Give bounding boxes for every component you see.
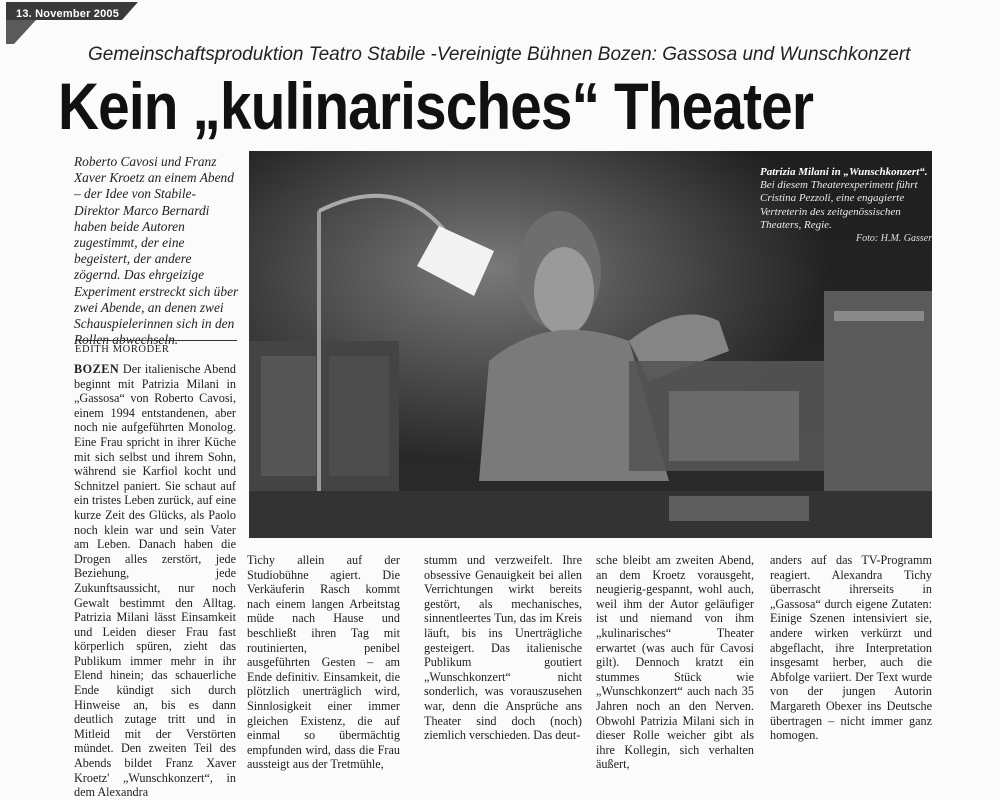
author-byline: EDITH MORODER bbox=[75, 340, 237, 355]
body-column-5: anders auf das TV-Programm reagiert. Alexandra Tichy überrascht ihrerseits in „Gassosa“ durch eigene Zutaten: Einige Szenen intensiviert sie, andere wirken verkürzt und abgeflacht, ihre Interpretation insgesamt herber, auch die Abfolge variiert. Der Text wurde von der jungen Autorin Margareth Obexer ins Deutsche übertragen – nicht immer ganz homogen. bbox=[770, 553, 932, 743]
body-column-4: sche bleibt am zweiten Abend, an dem Kroetz vorausgeht, neugierig-gespannt, wohl auch, weil ihm der Autor geläufiger ist und niemand von ihm „kulinarisches“ Theater erwartet (was auch für Cavosi gilt). Dennoch kratzt ein stummes Stück wie „Wunschkonzert“ auch nach 35 Jahren noch an den Nerven. Obwohl Patrizia Milani sich in dieser Rolle weicher gibt als ihre Kollegin, sich verhalten äußert, bbox=[596, 553, 754, 772]
issue-date: 13. November 2005 bbox=[16, 8, 120, 20]
intro-lead: Roberto Cavosi und Franz Xaver Kroetz an einem Abend – der Idee von Stabile-Direktor Marco Bernardi haben beide Autoren zugestimmt, der eine begeistert, der andere zögernd. Das ehrgeizige Experiment erstreckt sich über zwei Abende, an denen zwei Schauspielerinnen sich in den Rollen abwechseln. bbox=[74, 154, 239, 348]
photo-caption bbox=[760, 166, 928, 232]
body-column-1-text: Der italienische Abend beginnt mit Patrizia Milani in „Gassosa“ von Roberto Cavosi, einem 1994 entstandenen, aber noch nie aufgeführten Monolog. Eine Frau spricht in ihrer Küche mit sich selbst und ihrem Sohn, während sie Karfiol kocht und Schnitzel paniert. Sie schaut auf ein tristes Leben zurück, auf eine kurze Zeit des Glücks, als Paolo noch klein war und sein Vater am Leben. Danach haben die Drogen alles zerstört, jede Beziehung, jede Zukunftsaussicht, nur noch Gewalt bestimmt den Alltag. Patrizia Milani lässt Einsamkeit und Leiden dieser Frau fast körperlich spüren, zieht das Publikum immer mehr in ihr Elend hinein; das schauerliche Ende kündigt sich durch Hinweise an, bis es dann deutlich zutage tritt und in Mitleid mit der Verstörten mündet. Den zweiten Teil des Abends bildet Franz Xaver Kroetz' „Wunschkonzert“, in dem Alexandra bbox=[74, 362, 236, 800]
caption-text: Bei diesem Theaterexperiment führt Cristina Pezzoli, eine engagierte Vertreterin des zeitgenössischen Theaters, Regie. bbox=[760, 179, 918, 231]
body-column-1 bbox=[74, 362, 236, 800]
body-column-2: Tichy allein auf der Studiobühne agiert. Die Verkäuferin Rasch kommt nach einem langen Arbeitstag müde nach Hause und beschließt ihren Tag mit routinierten, penibel ausgeführten Gesten – am Ende definitiv. Einsamkeit, die plötzlich unerträglich wird, Sinnlosigkeit einer immer gleichen Existenz, die auf einmal so übermächtig empfunden wird, dass die Frau aussteigt aus der Tretmühle, bbox=[247, 553, 400, 772]
dateline: BOZEN bbox=[74, 362, 120, 376]
kicker-line: Gemeinschaftsproduktion Teatro Stabile -Vereinigte Bühnen Bozen: Gassosa und Wunschkonzert bbox=[88, 44, 911, 65]
caption-title: Patrizia Milani in „Wunschkonzert“. bbox=[760, 166, 928, 178]
photo-credit: Foto: H.M. Gasser bbox=[856, 233, 933, 244]
body-column-3: stumm und verzweifelt. Ihre obsessive Genauigkeit bei allen Verrichtungen wirkt bereits gestört, als mechanisches, sinnentleertes Tun, das im Kreis läuft, bis ins Unerträgliche gesteigert. Das italienische Publikum goutiert „Wunschkonzert“ nicht sonderlich, was vorauszusehen war, denn die Ansprüche ans Theater sind doch (noch) ziemlich verschieden. Das deut- bbox=[424, 553, 582, 743]
headline: Kein „kulinarisches“ Theater bbox=[58, 69, 814, 143]
